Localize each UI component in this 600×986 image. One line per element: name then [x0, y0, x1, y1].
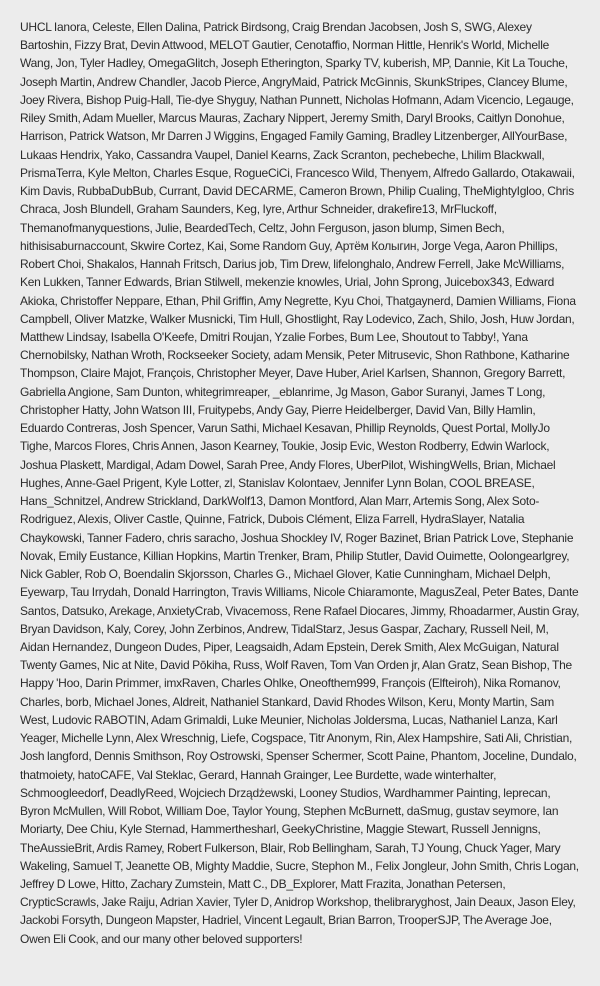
supporters-list-paragraph: UHCL Ianora, Celeste, Ellen Dalina, Patrick Birdsong, Craig Brendan Jacobsen, Josh S, SWG, Alexey Bartoshin, Fizzy Brat, Devin Attwood, MELOT Gautier, Cenotaffio, Norman Hittle, Henrik's World, Michelle Wang, Jon, Tyler Hadley, OmegaGlitch, Joseph Etherington, Sparky TV, kuberish, MP, Dannie, Kit La Touche, Joseph Martin, Andrew Chandler, Jacob Pierce, AngryMaid, Patrick McGinnis, SkunkStripes, Clancey Blume, Joey Rivera, Bishop Puig-Hall, Tie-dye Shyguy, Nathan Punnett, Nicholas Hofmann, Adam Vicencio, Legauge, Riley Smith, Adam Mueller, Marcus Mauras, Zachary Nippert, Jeremy Smith, Daryl Brooks, Caitlyn Donohue, Harrison, Patrick Watson, Mr Darren J Wiggins, Engaged Family Gaming, Bradley Litzenberger, AllYourBase, Lukaas Hendrix, Yako, Cassandra Vaupel, Daniel Kearns, Zack Scranton, pechebeche, Lhilim Blackwall, PrismaTerra, Kyle Melton, Charles Esque, RogueCiCi, Francesco Wild, Thenyem, Alfredo Gallardo, Otakawaii, Kim Davis, RubbaDubBub, Currant, David DECARME, Cameron Brown, Philip Cualing, TheMightyIgloo, Chris Chraca, Josh Blundell, Graham Saunders, Keg, Iyre, Arthur Schneider, drakefire13, MrFluckoff, Themanofmanyquestions, Julie, BeardedTech, Celtz, John Ferguson, jason blump, Simen Bech, hithisisaburnaccount, Skwire Cortez, Kai, Some Random Guy, Артём Колыгин, Jorge Vega, Aaron Phillips, Robert Choi, Shakalos, Hannah Fritsch, Darius job, Tim Drew, lifelonghalo, Andrew Ferrell, Jake McWilliams, Ken Lukken, Tanner Edwards, Brian Stilwell, mekenzie knowles, Urial, John Sprong, Juicebox343, Edward Akioka, Christoffer Neppare, Ethan, Phil Griffin, Amy Negrette, Kyu Choi, Thatgaynerd, Damien Williams, Fiona Campbell, Oliver Matzke, Walker Musnicki, Tim Hull, Ghostlight, Ray Lodevico, Zach, Shilo, Josh, Huw Jordan, Matthew Lindsay, Isabella O'Keefe, Dmitri Roujan, Yzalie Forbes, Bum Lee, Shoutout to Tabby!, Yana Chernobilsky, Nathan Wroth, Rockseeker Society, adam Mensik, Peter Mitrusevic, Shon Rathbone, Katharine Thompson, Claire Majot, François, Christopher Meyer, Dave Huber, Ariel Karlsen, Shannon, Gregory Barrett, Gabriella Angione, Sam Dunton, whitegrimreaper, _eblanrime, Jg Mason, Gabor Suranyi, James T Long, Christopher Hatty, John Watson III, Fruitypebs, Andy Gay, Pierre Heidelberger, David Van, Billy Hamlin, Eduardo Contreras, Josh Spencer, Varun Sathi, Michael Kesavan, Phillip Reynolds, Quest Portal, MollyJo Tighe, Marcos Flores, Chris Annen, Jason Kearney, Toukie, Josip Evic, Weston Rodberry, Edwin Warlock, Joshua Plaskett, Mardigal, Adam Dowel, Sarah Pree, Andy Flores, UberPilot, WishingWells, Brian, Michael Hughes, Anne-Gael Prigent, Kyle Lotter, zl, Stanislav Kolontaev, Jennifer Lynn Bolan, COOL BREASE, Hans_Schnitzel, Andrew Strickland, DarkWolf13, Damon Montford, Alan Marr, Artemis Song, Alex Soto-Rodriguez, Alexis, Oliver Castle, Quinne, Fatrick, Dubois Clément, Eliza Farrell, HydraSlayer, Natalia Chaykowski, Tanner Fadero, chris saracho, Joshua Shockley IV, Roger Bazinet, Brian Patrick Love, Stephanie Novak, Emily Eustance, Killian Hopkins, Martin Trenker, Bram, Philip Stutler, David Ouimette, Oolongearlgrey, Nick Gabler, Rob O, Boendalin Skjorsson, Charles G., Michael Glover, Katie Cunningham, Michael Delph, Eyewarp, Tau Irrydah, Donald Harrington, Travis Williams, Nicole Chiaramonte, MagusZeal, Peter Bates, Dante Santos, Datsuko, Arekage, AnxietyCrab, Vivacemoss, Rene Rafael Diocares, Jimmy, Rhoadarmer, Austin Gray, Bryan Davidson, Kaly, Corey, John Zerbinos, Andrew, TidalStarz, Jesus Gaspar, Zachary, Russell Neil, M, Aidan Hernandez, Dungeon Dudes, Piper, Leagsaidh, Adam Epstein, Derek Smith, Alex McGuigan, Natural Twenty Games, Nic at Nite, David Pōkiha, Russ, Wolf Raven, Tom Van Orden jr, Alan Gratz, Sean Bishop, The Happy 'Hoo, Darin Primmer, imxRaven, Charles Ohlke, Oneofthem999, François (Elfteiroh), Nika Romanov, Charles, borb, Michael Jones, Aldreit, Nathaniel Stankard, David Rhodes Wilson, Keru, Monty Martin, Sam West, Ludovic RABOTIN, Adam Grimaldi, Luke Meunier, Nicholas Joldersma, Lucas, Nathaniel Lanza, Karl Yeager, Michelle Lynn, Alex Wreschnig, Liefe, Cogspace, Titr Anonym, Rin, Alex Hampshire, Sati Ali, Christian, Josh langford, Dennis Smithson, Roy Ostrowski, Spenser Schermer, Scott Paine, Phantom, Joceline, Dundalo, thatmoiety, hatoCAFE, Val Steklac, Gerard, Hannah Grainger, Lee Burdette, wade winterhalter, Schmoogleedorf, DeadlyReed, Wojciech Drządżewski, Looney Studios, Wardhammer Painting, leprecan, Byron McMullen, Will Robot, William Doe, Taylor Young, Stephen McBurnett, daSmug, gustav seymore, Ian Moriarty, Dee Chiu, Kyle Sternad, Hammerthesharl, GeekyChristine, Maggie Stewart, Russell Jennigns, TheAussieBrit, Ardis Ramey, Robert Fulkerson, Blair, Rob Bellingham, Sarah, TJ Young, Chuck Yager, Mary Wakeling, Samuel T, Jeanette OB, Mighty Maddie, Sucre, Stephon M., Felix Jongleur, John Smith, Chris Logan, Jeffrey D Lowe, Hitto, Zachary Zumstein, Matt C., DB_Explorer, Matt Frazita, Jonathan Petersen, CrypticScrawls, Jake Raiju, Adrian Xavier, Tyler D, Anidrop Workshop, thelibraryghost, Jain Deaux, Jason Eley, Jackobi Forsyth, Dungeon Mapster, Hadriel, Vincent Legault, Brian Barron, TrooperSJP, The Average Joe, Owen Eli Cook, and our many other beloved supporters! — [20, 20, 580, 946]
